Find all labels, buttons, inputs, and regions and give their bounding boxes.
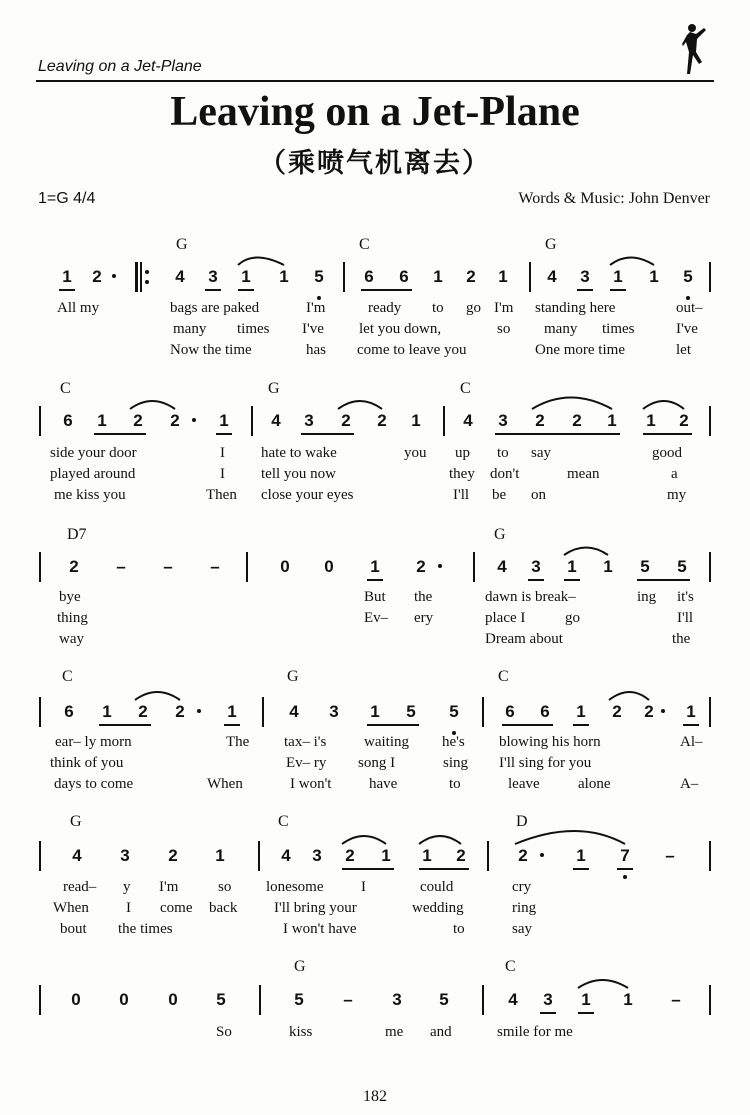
note: 1 [686, 702, 696, 721]
lyric-word: good [652, 445, 682, 461]
lyric-word: So [216, 1024, 232, 1040]
lyric-word: say [531, 445, 551, 461]
lyric-word: me kiss you [54, 487, 126, 503]
lyric-word: alone [578, 776, 611, 792]
lyric-word: times [237, 321, 270, 337]
lyric-word: don't [490, 466, 520, 482]
slur [419, 836, 461, 844]
note: 4 [271, 411, 281, 430]
page-number: 182 [363, 1088, 387, 1105]
slur [130, 401, 175, 409]
note: 1 [215, 846, 225, 865]
chord-label: C [505, 958, 516, 975]
note: 1 [102, 702, 112, 721]
lyric-word: go [565, 610, 580, 626]
slur [135, 692, 180, 700]
note: 0 [168, 990, 178, 1009]
lyric-word: he's [442, 734, 465, 750]
note: 1 [433, 267, 443, 286]
lyric-word: I've [676, 321, 698, 337]
chord-label: C [460, 380, 471, 397]
note: 2 [679, 411, 689, 430]
note: 1 [370, 557, 380, 576]
note: 3 [543, 990, 553, 1009]
chord-label: C [359, 236, 370, 253]
note: 4 [72, 846, 82, 865]
note: 4 [547, 267, 557, 286]
note: 1 [649, 267, 659, 286]
lyric-word: ear– ly morn [55, 734, 132, 750]
note: 3 [531, 557, 541, 576]
note: 1 [241, 267, 251, 286]
lyric-word: a [671, 466, 678, 482]
lyric-word: has [306, 342, 326, 358]
lyric-word: bye [59, 589, 81, 605]
note: 5 [314, 267, 324, 286]
note: 2 [92, 267, 102, 286]
chord-label: G [268, 380, 280, 397]
lyric-word: I'm [494, 300, 514, 316]
lyric-word: days to come [54, 776, 134, 792]
lyric-word: cry [512, 879, 532, 895]
note: 1 [603, 557, 613, 576]
lyric-word: times [602, 321, 635, 337]
slur [532, 398, 612, 410]
lyric-word: song I [358, 755, 396, 771]
lyric-word: my [667, 487, 687, 503]
note: 6 [399, 267, 409, 286]
note: 7 [620, 846, 630, 865]
note: 0 [324, 557, 334, 576]
note: 3 [120, 846, 130, 865]
slur [238, 258, 284, 266]
note: 0 [280, 557, 290, 576]
lyric-word: go [466, 300, 481, 316]
lyric-word: I'm [159, 879, 179, 895]
lyric-word: out– [676, 300, 703, 316]
chord-label: G [287, 668, 299, 685]
lyric-word: played around [50, 466, 136, 482]
lyric-word: One more time [535, 342, 625, 358]
note: 1 [97, 411, 107, 430]
lyric-word: I'll [453, 487, 470, 503]
note: 1 [370, 702, 380, 721]
slur [342, 836, 386, 844]
lyric-word: Now the time [170, 342, 252, 358]
note: 1 [607, 411, 617, 430]
lyric-word: I'll bring your [274, 900, 357, 916]
note: 2 [168, 846, 178, 865]
lyric-word: many [544, 321, 578, 337]
lyric-word: to [497, 445, 509, 461]
note: 2 [644, 702, 654, 721]
note: 2 [535, 411, 545, 430]
note: 4 [175, 267, 185, 286]
lyric-word: come [160, 900, 193, 916]
note: 1 [646, 411, 656, 430]
lyric-word: you [404, 445, 427, 461]
lyric-word: come to leave you [357, 342, 467, 358]
slur [609, 692, 649, 700]
note: 2 [416, 557, 426, 576]
note: 1 [581, 990, 591, 1009]
lyric-word: I'll [677, 610, 694, 626]
lyric-word: the times [118, 921, 173, 937]
lyric-word: they [449, 466, 475, 482]
note: 4 [497, 557, 507, 576]
note: 3 [498, 411, 508, 430]
page-title: Leaving on a Jet-Plane [170, 89, 580, 135]
slur [564, 548, 608, 556]
lyric-word: be [492, 487, 507, 503]
lyric-word: tax– i's [284, 734, 327, 750]
note: 5 [640, 557, 650, 576]
chord-label: G [70, 813, 82, 830]
lyric-word: have [369, 776, 398, 792]
lyric-word: Ev– [364, 610, 389, 626]
note: 5 [294, 990, 304, 1009]
note: 1 [623, 990, 633, 1009]
chord-label: G [176, 236, 188, 253]
lyric-word: so [218, 879, 232, 895]
key-signature: 1=G 4/4 [38, 190, 96, 207]
note: 2 [170, 411, 180, 430]
slur [578, 980, 628, 988]
lyric-word: blowing his horn [499, 734, 601, 750]
lyric-word: I [220, 466, 225, 482]
lyric-word: bags are paked [170, 300, 260, 316]
lyric-word: Then [206, 487, 237, 503]
note: 3 [392, 990, 402, 1009]
lyric-word: I [126, 900, 131, 916]
lyric-word: dawn is break– [485, 589, 576, 605]
chord-label: D [516, 813, 528, 830]
note: 1 [381, 846, 391, 865]
lyric-word: All my [57, 300, 100, 316]
lyric-word: mean [567, 466, 600, 482]
note: 4 [281, 846, 291, 865]
note: 2 [133, 411, 143, 430]
chord-label: C [278, 813, 289, 830]
lyric-word: ready [368, 300, 402, 316]
note: – [116, 557, 126, 576]
note: 2 [518, 846, 528, 865]
lyric-word: the [414, 589, 433, 605]
lyric-word: I'm [306, 300, 326, 316]
note: 1 [576, 702, 586, 721]
lyric-word: to [449, 776, 461, 792]
lyric-word: sing [443, 755, 469, 771]
note: – [163, 557, 173, 576]
note: 5 [439, 990, 449, 1009]
note: 6 [63, 411, 73, 430]
lyric-word: I won't have [283, 921, 357, 937]
lyric-word: read– [63, 879, 97, 895]
note: 2 [572, 411, 582, 430]
note: 3 [312, 846, 322, 865]
note: 2 [377, 411, 387, 430]
lyric-word: smile for me [497, 1024, 573, 1040]
note: 1 [219, 411, 229, 430]
note: 1 [422, 846, 432, 865]
note: 1 [279, 267, 289, 286]
note: 5 [677, 557, 687, 576]
lyric-word: The [226, 734, 250, 750]
lyric-word: place I [485, 610, 526, 626]
note: 2 [69, 557, 79, 576]
lyric-word: close your eyes [261, 487, 354, 503]
lyric-word: I [220, 445, 225, 461]
note: 2 [466, 267, 476, 286]
lyric-word: lonesome [266, 879, 324, 895]
slur [515, 831, 625, 844]
note: 3 [580, 267, 590, 286]
lyric-word: thing [57, 610, 88, 626]
lyric-word: way [59, 631, 84, 647]
note: 6 [505, 702, 515, 721]
lyric-word: standing here [535, 300, 616, 316]
chord-label: C [62, 668, 73, 685]
lyric-word: When [207, 776, 243, 792]
lyric-word: ing [637, 589, 657, 605]
lyric-word: I've [302, 321, 324, 337]
running-title: Leaving on a Jet-Plane [38, 58, 202, 75]
note: 1 [576, 846, 586, 865]
lyric-word: let [676, 342, 691, 358]
note: – [665, 846, 675, 865]
lyric-word: many [173, 321, 207, 337]
note: – [343, 990, 353, 1009]
chord-label: G [294, 958, 306, 975]
lyric-word: say [512, 921, 532, 937]
lyric-word: think of you [50, 755, 124, 771]
note: – [210, 557, 220, 576]
lyric-word: hate to wake [261, 445, 337, 461]
slur [338, 401, 382, 409]
note: 1 [411, 411, 421, 430]
note: 3 [208, 267, 218, 286]
note: 1 [498, 267, 508, 286]
lyric-word: waiting [364, 734, 409, 750]
chord-label: G [545, 236, 557, 253]
lyric-word: Ev– ry [286, 755, 327, 771]
lyric-word: and [430, 1024, 452, 1040]
lyric-word: up [455, 445, 470, 461]
slur [610, 258, 654, 266]
lyric-word: wedding [412, 900, 464, 916]
note: 1 [613, 267, 623, 286]
lyric-word: me [385, 1024, 404, 1040]
note: 5 [216, 990, 226, 1009]
note: 6 [540, 702, 550, 721]
note: 2 [456, 846, 466, 865]
note: 6 [64, 702, 74, 721]
lyric-word: A– [680, 776, 699, 792]
lyric-word: y [123, 879, 131, 895]
lyric-word: back [209, 900, 238, 916]
slur [643, 401, 684, 409]
note: 1 [62, 267, 72, 286]
lyric-word: ring [512, 900, 537, 916]
lyric-word: it's [677, 589, 694, 605]
chord-label: C [498, 668, 509, 685]
lyric-word: on [531, 487, 546, 503]
lyric-word: the [672, 631, 691, 647]
lyric-word: bout [60, 921, 87, 937]
note: 3 [329, 702, 339, 721]
lyric-word: Al– [680, 734, 703, 750]
note: 0 [71, 990, 81, 1009]
note: 2 [138, 702, 148, 721]
lyric-word: ery [414, 610, 434, 626]
note: 1 [227, 702, 237, 721]
lyric-word: to [453, 921, 465, 937]
note: 2 [345, 846, 355, 865]
note: 5 [406, 702, 416, 721]
lyric-word: so [497, 321, 511, 337]
lyric-word: I [361, 879, 366, 895]
page-subtitle: （乘喷气机离去） [259, 148, 491, 179]
note: 4 [508, 990, 518, 1009]
lyric-word: When [53, 900, 89, 916]
note: 6 [364, 267, 374, 286]
lyric-word: could [420, 879, 454, 895]
note: 5 [449, 702, 459, 721]
lyric-word: Dream about [485, 631, 563, 647]
note: 5 [683, 267, 693, 286]
lyric-word: side your door [50, 445, 137, 461]
note: – [671, 990, 681, 1009]
chord-label: D7 [67, 526, 87, 543]
note: 4 [289, 702, 299, 721]
lyric-word: I'll sing for you [499, 755, 592, 771]
note: 2 [612, 702, 622, 721]
lyric-word: to [432, 300, 444, 316]
note: 1 [567, 557, 577, 576]
lyric-word: kiss [289, 1024, 313, 1040]
lyric-word: let you down, [359, 321, 442, 337]
lyric-word: But [364, 589, 386, 605]
lyric-word: tell you now [261, 466, 336, 482]
note: 2 [341, 411, 351, 430]
credit-line: Words & Music: John Denver [518, 190, 710, 207]
chord-label: C [60, 380, 71, 397]
lyric-word: I won't [290, 776, 332, 792]
chord-label: G [494, 526, 506, 543]
note: 0 [119, 990, 129, 1009]
note: 2 [175, 702, 185, 721]
note: 4 [463, 411, 473, 430]
note: 3 [304, 411, 314, 430]
lyric-word: leave [508, 776, 540, 792]
